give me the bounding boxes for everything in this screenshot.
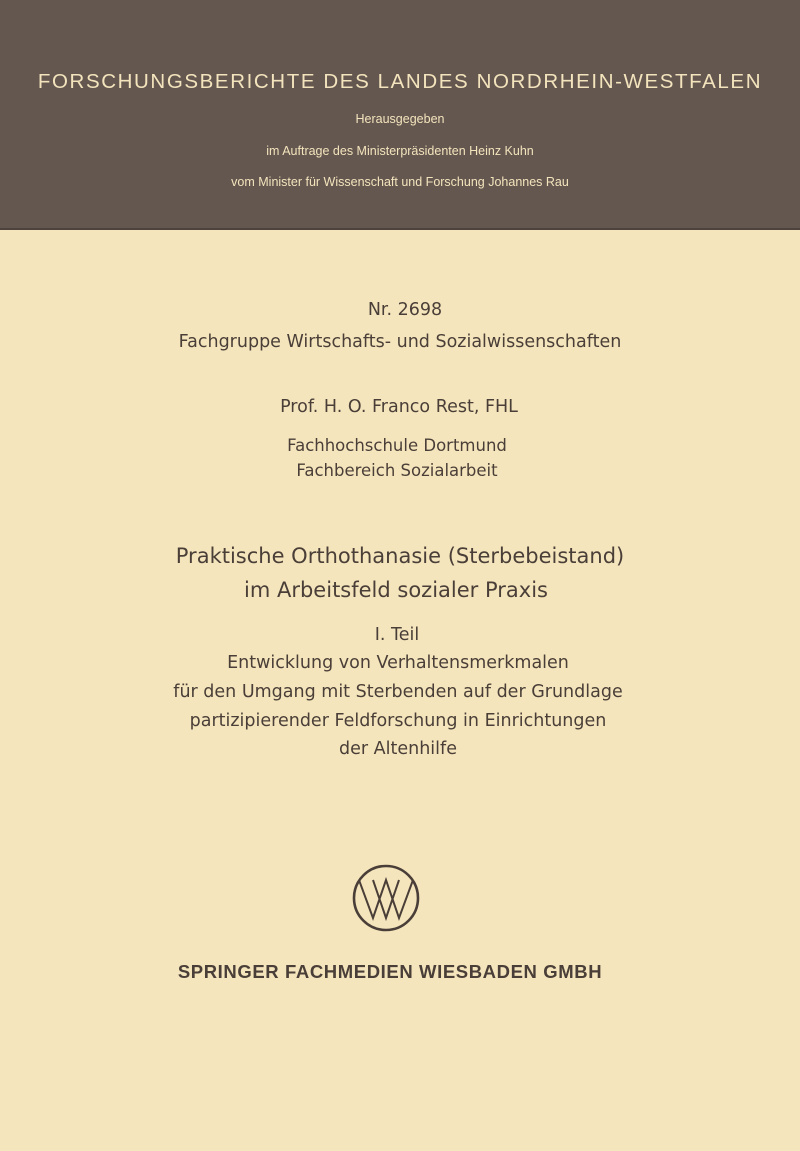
editor-line: Herausgegeben — [355, 112, 445, 126]
affiliation-department: Fachbereich Sozialarbeit — [296, 461, 498, 480]
report-number: Nr. 2698 — [367, 300, 443, 320]
minister-line: vom Minister für Wissenschaft und Forschung Johannes Rau — [231, 175, 569, 189]
subtitle-line-1: Entwicklung von Verhaltensmerkmalen — [227, 653, 569, 673]
title-line-2: im Arbeitsfeld sozialer Praxis — [244, 578, 548, 602]
title-line-1: Praktische Orthothanasie (Sterbebeistand) — [175, 544, 625, 568]
subtitle-line-3: partizipierender Feldforschung in Einrichtungen — [189, 711, 607, 731]
subtitle-line-2: für den Umgang mit Sterbenden auf der Grundlage — [173, 682, 623, 702]
author: Prof. H. O. Franco Rest, FHL — [280, 397, 518, 417]
commission-line: im Auftrage des Ministerpräsidenten Heinz Kuhn — [266, 144, 534, 158]
affiliation-school: Fachhochschule Dortmund — [287, 436, 507, 455]
publisher-name: SPRINGER FACHMEDIEN WIESBADEN GMBH — [177, 961, 603, 982]
part-label: I. Teil — [374, 625, 420, 645]
publisher-logo-icon — [350, 862, 422, 934]
header-band — [0, 0, 800, 230]
subject-group: Fachgruppe Wirtschafts- und Sozialwissenschaften — [178, 332, 622, 352]
subtitle-line-4: der Altenhilfe — [339, 739, 457, 759]
series-title: FORSCHUNGSBERICHTE DES LANDES NORDRHEIN-WESTFALEN — [37, 70, 763, 93]
